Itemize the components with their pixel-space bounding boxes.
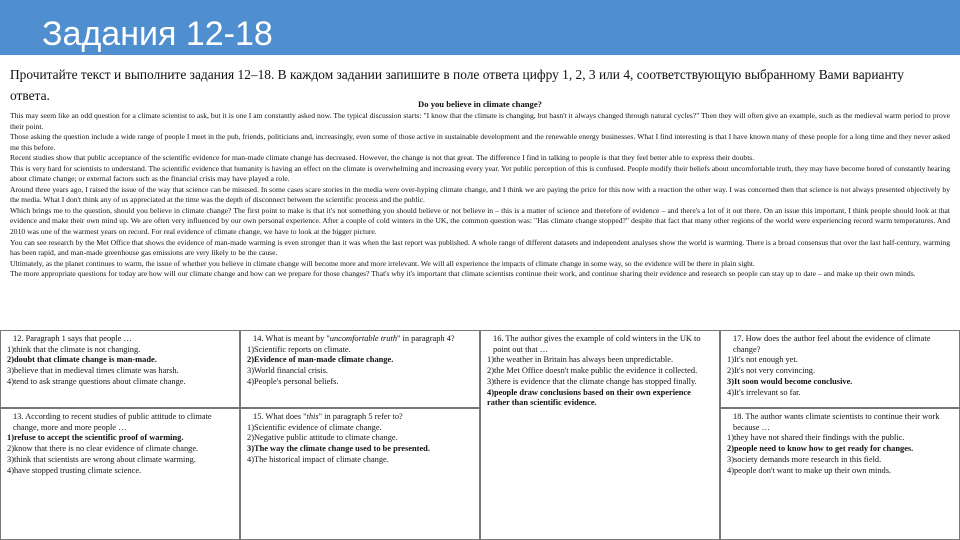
question-text: What does " (265, 412, 307, 421)
article-text (10, 111, 950, 280)
answer-option[interactable]: 3)society demands more research in this field. (727, 454, 882, 464)
question-text: " in paragraph 4? (397, 334, 455, 343)
question-text: The author gives the example of cold winters in the UK to point out that … (493, 334, 701, 354)
question-number: 15. (253, 412, 264, 421)
answer-option-selected[interactable]: 1)refuse to accept the scientific proof of warming. (7, 433, 184, 443)
quoted-phrase: uncomfortable truth (329, 334, 398, 343)
answer-option[interactable]: 3)think that scientists are wrong about climate warming. (7, 454, 196, 464)
answer-option[interactable]: 4)have stopped trusting climate science. (7, 465, 142, 475)
article-paragraph: Recent studies show that public acceptance of the scientific evidence for man-made climate change has decreased. However, the change is not that great. The difference I find in talking to people is that they feel better able to express their doubts. (10, 153, 755, 163)
answer-option[interactable]: 4)people don't want to make up their own minds. (727, 465, 892, 475)
question-number: 16. (493, 334, 504, 343)
question-text: How does the author feel about the evidence of climate change? (733, 334, 931, 354)
answer-option[interactable]: 1)It's not enough yet. (727, 355, 798, 365)
article-paragraph: Ultimately, as the planet continues to warm, the issue of whether you believe in climate change will become more and more irrelevant. We will all experience the impacts of climate change in some way, so the evidence will be there in plain sight. (10, 258, 755, 268)
article-paragraph: You can see research by the Met Office that shows the evidence of man-made warming is even stronger than it was when the last report was published. A whole range of different datasets and independent analyses show the world is warming. There is a broad consensus that over the last half-century, warming has been rapid, and man-made greenhouse gas emissions are very likely to be the cause. (10, 237, 950, 258)
question-15 (240, 408, 480, 540)
question-text: Paragraph 1 says that people … (25, 334, 132, 343)
answer-option[interactable]: 1)the weather in Britain has always been unpredictable. (487, 355, 674, 365)
article-title: Do you believe in climate change? (418, 99, 542, 109)
question-number: 18. (733, 412, 744, 421)
questions-grid (0, 330, 960, 540)
answer-option-selected[interactable]: 3)The way the climate change used to be presented. (247, 444, 430, 454)
quoted-phrase: this (306, 412, 319, 421)
question-text: According to recent studies of public attitude to climate change, more and more people … (13, 412, 212, 432)
question-number: 17. (733, 334, 744, 343)
answer-option-selected[interactable]: 2)doubt that climate change is man-made. (7, 355, 157, 365)
answer-option[interactable]: 2)know that there is no clear evidence of climate change. (7, 444, 199, 454)
answer-option-selected[interactable]: 2)people need to know how to get ready for changes. (727, 444, 914, 454)
answer-option[interactable]: 2)Negative public attitude to climate change. (247, 433, 398, 443)
answer-option[interactable]: 1)Scientific evidence of climate change. (247, 422, 382, 432)
answer-option[interactable]: 4)It's irrelevant so far. (727, 387, 801, 397)
question-18 (720, 408, 960, 540)
answer-option[interactable]: 3)believe that in medieval times climate was harsh. (7, 366, 179, 376)
article-paragraph: Around three years ago, I raised the issue of the way that science can be misused. In some cases scare stories in the media were over-hyping climate change, and I think we are paying the price for this now with a reaction the other way. I was concerned then that science is not always presented objectively by the media. What I don't think any of us appreciated at the time was the depth of disconnect between the scientific process and the public. (10, 184, 950, 205)
article-paragraph: Those asking the question include a wide range of people I meet in the pub, friends, politicians and, increasingly, even some of those active in sustainable development and the renewable energy businesses. What I find interesting is that I have known many of these people for a long time and they never asked me this before. (10, 132, 950, 152)
answer-option[interactable]: 1)Scientific reports on climate. (247, 344, 351, 354)
answer-option[interactable]: 1)think that the climate is not changing. (7, 344, 141, 354)
article-paragraph: This is very hard for scientists to understand. The scientific evidence that humanity is having an effect on the climate is overwhelming and increasing every year. Yet public perception of this is confused. People modify their beliefs about uncomfortable truth, they may have become bored of constantly hearing about climate change; or external factors such as the financial crisis may have played a role. (10, 163, 950, 184)
answer-option[interactable]: 3)there is evidence that the climate change has stopped finally. (487, 376, 697, 386)
question-number: 13. (13, 412, 24, 421)
answer-option[interactable]: 1)they have not shared their findings with the public. (727, 433, 905, 443)
question-17 (720, 330, 960, 408)
question-12 (0, 330, 240, 408)
question-13 (0, 408, 240, 540)
slide-title: Задания 12-18 (42, 15, 273, 53)
answer-option[interactable]: 4)The historical impact of climate change. (247, 454, 389, 464)
question-16 (480, 330, 720, 540)
answer-option[interactable]: 4)tend to ask strange questions about climate change. (7, 376, 186, 386)
question-text: What is meant by " (265, 334, 330, 343)
question-number: 14. (253, 334, 264, 343)
answer-option-selected[interactable]: 2)Evidence of man-made climate change. (247, 355, 394, 365)
answer-option-selected[interactable]: 3)It soon would become conclusive. (727, 376, 853, 386)
title-bar (0, 0, 960, 55)
article-paragraph: The more appropriate questions for today are how will our climate change and how can we prepare for those changes? That's why it's important that climate scientists continue their work, and continue sharing their evidence and research so people can stay up to date – and make up their own minds. (10, 269, 916, 279)
article-paragraph: Which brings me to the question, should you believe in climate change? The first point to make is that it's not something you should believe or not believe in – this is a matter of science and therefore of evidence – and there's a lot of it out there. On an issue this important, I think people should look at that evidence and make their own mind up. We are often very influenced by our own personal experience. After a couple of cold winters in the UK, the common question was: "Has climate change stopped?" despite that fact that many other regions of the world were experiencing record warm temperatures. And 2010 was one of the warmest years on record. For real evidence of climate change, we have to look at the bigger picture. (10, 205, 950, 237)
answer-option[interactable]: 4)People's personal beliefs. (247, 376, 339, 386)
answer-option-selected[interactable]: 4)people draw conclusions based on their own experience rather than scientific evidence. (487, 387, 691, 408)
question-number: 12. (13, 334, 24, 343)
article-paragraph: This may seem like an odd question for a climate scientist to ask, but it is one I am constantly asked now. The typical discussion starts: "I know that the climate is changing, but hasn't it always changed through natural cycles?" Then they will often give an example, such as the medieval warm period to prove their point. (10, 111, 950, 131)
answer-option[interactable]: 3)World financial crisis. (247, 366, 328, 376)
question-14 (240, 330, 480, 408)
instructions: Прочитайте текст и выполните задания 12–18. В каждом задании запишите в поле ответа цифру 1, 2, 3 или 4, соответствующую выбранному Вами варианту ответа. (10, 67, 904, 103)
question-text: " in paragraph 5 refer to? (318, 412, 403, 421)
answer-option[interactable]: 2)the Met Office doesn't make public the evidence it collected. (487, 366, 698, 376)
answer-option[interactable]: 2)It's not very convincing. (727, 366, 816, 376)
question-text: The author wants climate scientists to continue their work because … (733, 412, 940, 432)
